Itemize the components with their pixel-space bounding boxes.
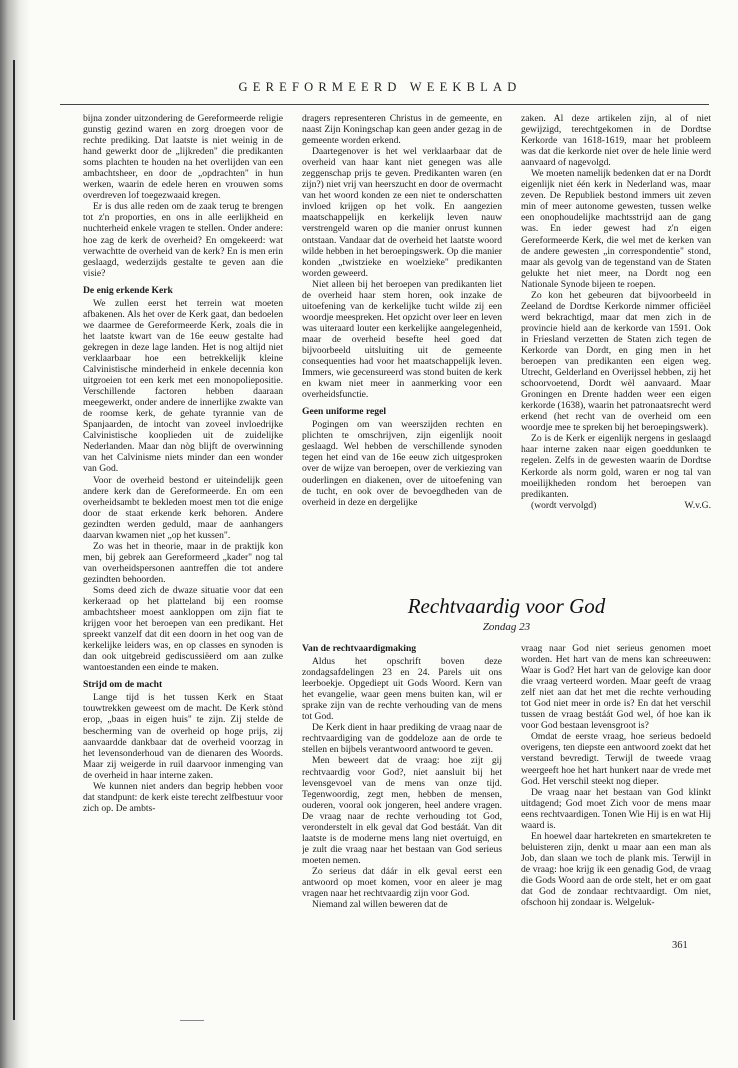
- author-initials: W.v.G.: [684, 499, 711, 511]
- paragraph: Zo is de Kerk er eigenlijk nergens in geslaagd haar interne zaken naar eigen goeddunken te regelen. Zelfs in de gewesten waarin de Dordtse Kerkorde als norm gold, waren er nog tal van moeilijkheden rondom het beroepen van predikanten.: [521, 433, 711, 500]
- paragraph: De vraag naar het bestaan van God klinkt uitdagend; God moet Zich voor de mens maar eens rechtvaardigen. Tonen Wie Hij is en wat Hij waard is.: [521, 786, 711, 831]
- paragraph: De Kerk dient in haar prediking de vraag naar de rechtvaardiging van de goddeloze aan de orde te stellen en bijbels verantwoord antwoord te geven.: [302, 722, 502, 756]
- paragraph: vraag naar God niet serieus genomen moet worden. Het hart van de mens kan schreeuwen: Waar is God? Het hart van de gelovige kan door die vraag verteerd worden. Maar geeft de vraag zelf niet aan dat het met die rechte verhouding tot God niet meer in orde is? En dat het verschil tussen de vraag bestáát God wel, óf hoe kan ik voor God bestaan levensgroot is?: [521, 643, 711, 732]
- paragraph: Soms deed zich de dwaze situatie voor dat een kerkeraad op het platteland bij een roomse ambachtsheer moest aankloppen om zijn fiat te krijgen voor het beroepen van een predikant. Het spreekt vanzelf dat dit een doorn in het oog van de kerkelijke leiders was, en op classes en synoden is dan ook uitgebreid gediscussiëerd om aan zulke wantoestanden een einde te maken.: [83, 584, 283, 674]
- paragraph: Zo serieus dat dáár in elk geval eerst een antwoord op moet komen, voor en aleer je mag vragen naar het rechtvaardig zijn voor God.: [302, 865, 502, 900]
- page-number: 361: [672, 940, 688, 951]
- continued-note: (wordt vervolgd): [531, 499, 597, 511]
- section-heading: Strijd om de macht: [83, 679, 163, 691]
- page-binding-shadow: [0, 0, 30, 1068]
- paragraph: Aldus het opschrift boven deze zondagsafdelingen 23 en 24. Parels uit ons leerboekje. Opgediept uit Gods Woord. Kern van het evangelie, waar geen mens buiten kan, wil er sprake zijn van de rechte verhouding van de mens tot God.: [302, 656, 502, 723]
- article-column-2: [302, 113, 502, 585]
- paragraph: Zo was het in theorie, maar in de praktijk kon men, bij gebrek aan Gereformeerd „kader" nog tal van overheidspersonen aantreffen die tot andere gezindten behoorden.: [83, 540, 283, 585]
- scan-mark: [180, 1020, 204, 1021]
- paragraph: We kunnen niet anders dan begrip hebben voor dat standpunt: de kerk eiste terecht zelfbestuur voor zich op. De ambts-: [83, 780, 283, 814]
- paragraph: Men beweert dat de vraag: hoe zijt gij rechtvaardig voor God?, niet aansluit bij het levensgevoel van de mens van onze tijd. Tegenwoordig, zegt men, hebben de mensen, ouderen, vooral ook jongeren, heel andere vragen. De vraag naar de rechte verhouding tot God, veronderstelt in elk geval dat God bestáát. Van dit laatste is de moderne mens lang niet overtuigd, en je zult die vraag naar het bestaan van God serieus moeten nemen.: [302, 755, 502, 866]
- paragraph: Pogingen om van weerszijden rechten en plichten te omschrijven, zijn eigenlijk nooit geslaagd. Wel hebben de verschillende synoden tegen het eind van de 16e eeuw zich uitgesproken over de wijze van beroepen, over de verkiezing van ouderlingen en diakenen, over de uitoefening van de tucht, en ook over de bevoegdheden van de overheid in deze en dergelijke: [302, 419, 502, 508]
- paragraph: Niemand zal willen beweren dat de: [312, 899, 448, 911]
- paragraph: Omdat de eerste vraag, hoe serieus bedoeld overigens, ten diepste een antwoord zoekt dat het verstand bevredigt. Terwijl de tweede vraag weergeeft hoe het hart hunkert naar de vrede met God. Het verschil steekt nog dieper.: [521, 731, 711, 787]
- section-heading: Geen uniforme regel: [302, 406, 387, 418]
- header-rule: [60, 104, 709, 105]
- running-header: GEREFORMEERD WEEKBLAD: [238, 80, 522, 94]
- paragraph: Niet alleen bij het beroepen van predikanten liet de overheid haar stem horen, ook inzake de uitoefening van de kerkelijke tucht wilde zij een woordje meespreken. Het opzicht over leer en leven was uiteraard louter een kerkelijke aangelegenheid, maar de overheid besefte heel goed dat bijvoorbeeld uitsluiting uit de gemeente consequenties had voor het maatschappelijk leven. Immers, wie gecensureerd was stond buiten de kerk en kwam niet meer in aanmerking voor een overheidsfunctie.: [302, 278, 502, 401]
- paragraph: Er is dus alle reden om de zaak terug te brengen tot z'n proporties, en ons in alle eerlijkheid en nuchterheid enkele vragen te stellen. Onder andere: hoe zag de kerk de overheid? En omgekeerd: wat verwachtte de overheid van de kerk? En is men erin geslaagd, wederzijds gestalte te geven aan die visie?: [83, 201, 283, 279]
- paragraph: Zo kon het gebeuren dat bijvoorbeeld in Zeeland de Dordtse Kerkorde nimmer officiëel werd bekrachtigd, maar dat men zich in de provincie hield aan de kerkorde van 1591. Ook in Friesland verzetten de Staten zich tegen de Kerkorde van Dordt, en ging men in het beroepen van predikanten een eigen weg. Utrecht, Gelderland en Overijssel hebben, zij het schoorvoetend, Dordt wèl aanvaard. Maar Groningen en Drente hadden weer een eigen kerkorde (1638), waarin het patronaatsrecht werd erkend (het recht van de overheid om een woordje mee te spreken bij het beroepingswerk).: [521, 289, 711, 434]
- section-heading: Van de rechtvaardigmaking: [302, 643, 417, 654]
- paragraph: We moeten namelijk bedenken dat er na Dordt eigenlijk niet één kerk in Nederland was, maar zeven. De Republiek bestond immers uit zeven min of meer autonome gewesten, tussen welke een onophoudelijke machtsstrijd aan de gang was. En ieder gewest had z'n eigen Gereformeerde Kerk, die wel met de kerken van de andere gewesten „in correspondentie" stond, maar als gevolg van de tegenstand van de Staten gelukte het niet meer, na Dordt nog een Nationale Synode bijeen te roepen.: [521, 168, 711, 290]
- paragraph: Voor de overheid bestond er uiteindelijk geen andere kerk dan de Gereformeerde. En om een overheidsambt te bekleden moest men tot die enige door de staat erkende kerk behoren. Andere gezindten werden geduld, maar de aanhangers daarvan kwamen niet „op het kussen".: [83, 474, 283, 541]
- article-column-5: [521, 643, 711, 933]
- paragraph: Lange tijd is het tussen Kerk en Staat touwtrekken geweest om de macht. De Kerk stònd erop, „baas in eigen huis" te zijn. Zij stelde de bescherming van de overheid op hoge prijs, zij aanvaardde dankbaar dat de overheid voorzag in het levensonderhoud van de dienaren des Woords. Maar zij weigerde in ruil daarvoor inmenging van de overheid in haar interne zaken.: [83, 692, 283, 781]
- article-column-3: [521, 113, 711, 585]
- paragraph: We zullen eerst het terrein wat moeten afbakenen. Als het over de Kerk gaat, dan bedoelen we daarmee de Gereformeerde Kerk, zoals die in het laatste kwart van de 16e eeuw gestalte had gekregen in deze lage landen. Het is nog altijd niet verklaarbaar hoe een betrekkelijk kleine Calvinistische minderheid in enkele decennia kon uitgroeien tot een kerk met een monopoliepositie. Verschillende factoren hebben daaraan meegewerkt, onder andere de innerlijke zwakte van de roomse kerk, de gehate tyrannie van de Spanjaarden, de intocht van zoveel invloedrijke Calvinistische kooplieden uit de zuidelijke Nederlanden. Maar dan nòg blijft de overwinning van het Calvinisme niets minder dan een wonder van God.: [83, 297, 283, 475]
- paragraph: zaken. Al deze artikelen zijn, al of niet gewijzigd, terechtgekomen in de Dordtse Kerkorde van 1618-1619, maar het probleem was dat die kerkorde niet over de hele linie werd aanvaard of nagevolgd.: [521, 113, 711, 169]
- paragraph: dragers representeren Christus in de gemeente, en naast Zijn Koningschap kan geen ander gezag in de gemeente worden erkend.: [302, 113, 502, 147]
- paragraph: bijna zonder uitzondering de Gereformeerde religie gunstig gezind waren en zorg droegen voor de rechte prediking. Dat laatste is niet weinig in de hand gewerkt door de „lijkreden" die predikanten soms plachten te houden na het overlijden van een ambachtsheer, en door de „opdrachten" in hun werken, waarin de edele heren en vrouwen soms overdreven lof toegezwaaid kregen.: [83, 113, 283, 202]
- article-column-4: [302, 643, 502, 933]
- paragraph: Daartegenover is het wel verklaarbaar dat de overheid van haar kant niet genegen was alle zeggenschap prijs te geven. Predikanten waren (en zijn?) niet vrij van heerszucht en door de overmacht van het woord konden ze een niet te onderschatten invloed krijgen op het volk. En aangezien maatschappelijk en kerkelijk leven nauw verstrengeld waren op die manier onrust kunnen ontstaan. Vandaar dat de overheid het laatste woord wilde hebben in het beroepingswerk. Op die manier konden „twistzieke en woelzieke" predikanten worden geweerd.: [302, 146, 502, 279]
- section-heading: De enig erkende Kerk: [83, 284, 173, 296]
- article-column-1: [83, 113, 283, 933]
- article-signature: [521, 500, 711, 511]
- article-title: Rechtvaardig voor God: [407, 594, 606, 618]
- paragraph: En hoewel daar hartekreten en smartekreten te beluisteren zijn, denkt u maar aan een man als Job, dan slaan we toch de plank mis. Terwijl in de vraag: hoe krijg ik een genadig God, de vraag die Gods Woord aan de orde stelt, het er om gaat dat God de zondaar rechtvaardigt. Om niet, ofschoon hij zondaar is. Welgeluk-: [521, 830, 711, 909]
- article-subtitle: Zondag 23: [482, 621, 531, 633]
- binding-line: [13, 60, 15, 1020]
